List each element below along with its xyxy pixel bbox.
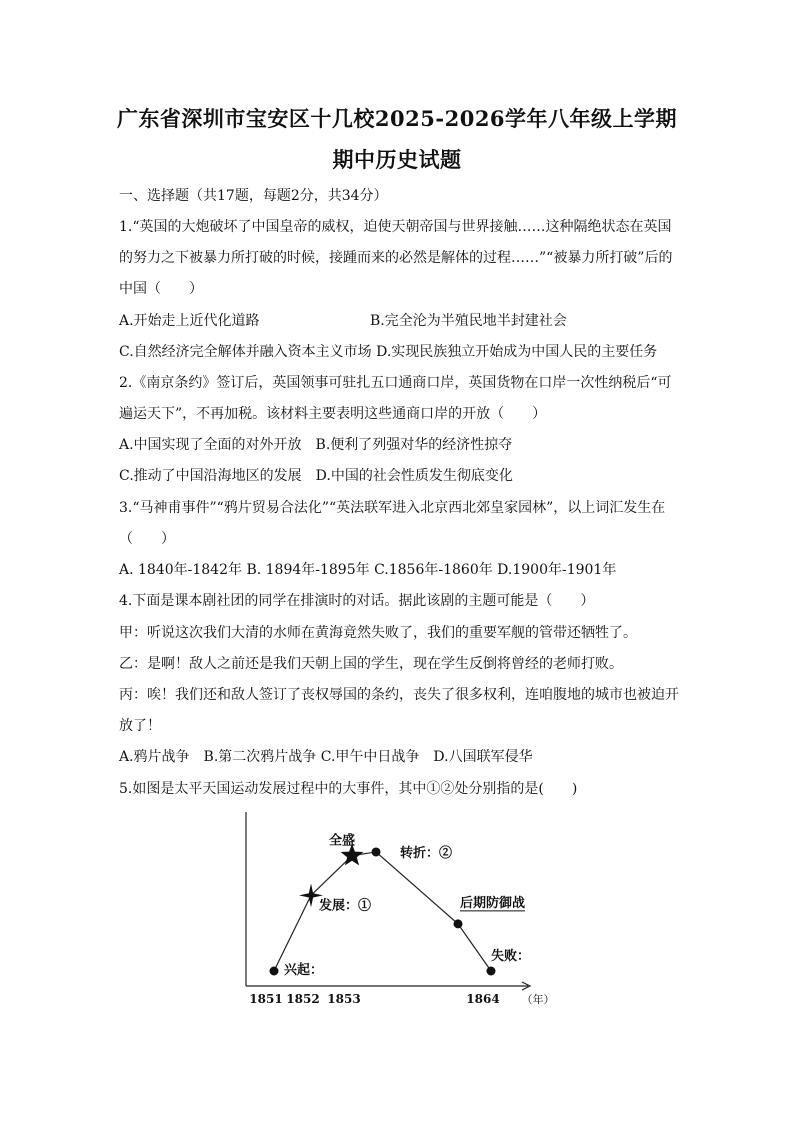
x-tick-label-1852: 1852 bbox=[286, 992, 320, 1006]
stage-dot-3 bbox=[372, 847, 381, 856]
q1-stem-line3: 中国（ ） bbox=[119, 281, 203, 297]
x-tick-label-1853: 1853 bbox=[327, 992, 361, 1006]
exam-title-line1: 广东省深圳市宝安区十几校2025-2026学年八年级上学期 bbox=[116, 106, 678, 131]
stage-label-1: 发展：① bbox=[319, 898, 372, 914]
x-axis-unit: （年） bbox=[521, 993, 555, 1006]
q4-options: A.鸦片战争 B.第二次鸦片战争 C.甲午中日战争 D.八国联军侵华 bbox=[119, 749, 533, 765]
stage-label-0: 兴起： bbox=[284, 963, 324, 978]
q4-stem: 4.下面是课本剧社团的同学在排演时的对话。据此该剧的主题可能是（ ） bbox=[119, 593, 595, 609]
q1-stem-line1: 1.“英国的大炮破坏了中国皇帝的威权，迫使天朝帝国与世界接触……这种隔绝状态在英国 bbox=[119, 219, 672, 235]
exam-title-line2: 期中历史试题 bbox=[332, 147, 462, 172]
q5-stem: 5.如图是太平天国运动发展过程中的大事件，其中①②处分别指的是( ) bbox=[119, 781, 578, 797]
stage-dot-0 bbox=[270, 967, 279, 976]
q1-options-cd: C.自然经济完全解体并融入资本主义市场 D.实现民族独立开始成为中国人民的主要任务 bbox=[119, 344, 658, 360]
stage-label-2: 全盛 bbox=[328, 833, 356, 849]
stage-label-4: 后期防御战 bbox=[460, 895, 526, 911]
q2-options-cd: C.推动了中国沿海地区的发展 D.中国的社会性质发生彻底变化 bbox=[119, 468, 513, 484]
q1-stem-line2: 的努力之下被暴力所打破的时候，接踵而来的必然是解体的过程……”“被暴力所打破”后的 bbox=[119, 250, 673, 266]
stage-dot-5 bbox=[487, 967, 496, 976]
q2-stem-line1: 2.《南京条约》签订后，英国领事可驻扎五口通商口岸，英国货物在口岸一次性纳税后“可 bbox=[119, 375, 672, 391]
stage-dot-4 bbox=[454, 919, 463, 928]
q1-option-a: A.开始走上近代化道路 bbox=[119, 313, 260, 329]
taiping-timeline-chart bbox=[230, 800, 570, 1015]
q3-stem-line1: 3.“马神甫事件”“鸦片贸易合法化”“英法联军进入北京西北郊皇家园林”，以上词汇发生在 bbox=[119, 500, 666, 516]
stage-label-3: 转折：② bbox=[400, 845, 453, 861]
q4-dialogue-jia: 甲：听说这次我们大清的水师在黄海竟然失败了，我们的重要军舰的管带还牺牲了。 bbox=[119, 625, 637, 641]
section-header: 一、选择题（共17题，每题2分，共34分） bbox=[119, 188, 388, 204]
q4-dialogue-bing-line2: 放了！ bbox=[119, 718, 161, 734]
q2-stem-line2: 遍运天下”，不再加税。该材料主要表明这些通商口岸的开放（ ） bbox=[119, 406, 547, 422]
q3-options: A. 1840年-1842年 B. 1894年-1895年 C.1856年-1860年 D.1900年-1901年 bbox=[119, 562, 617, 578]
q4-dialogue-bing-line1: 丙：唉！我们还和敌人签订了丧权辱国的条约，丧失了很多权利，连咱腹地的城市也被迫开 bbox=[119, 687, 679, 703]
q2-options-ab: A.中国实现了全面的对外开放 B.便利了列强对华的经济性掠夺 bbox=[119, 437, 513, 453]
stage-label-5: 失败： bbox=[491, 949, 531, 964]
timeline-line bbox=[274, 852, 491, 971]
q3-stem-line2: （ ） bbox=[119, 531, 175, 547]
x-tick-label-1864: 1864 bbox=[466, 992, 500, 1006]
x-tick-label-1851: 1851 bbox=[249, 992, 283, 1006]
q4-dialogue-yi: 乙：是啊！敌人之前还是我们天朝上国的学生，现在学生反倒将曾经的老师打败。 bbox=[119, 656, 623, 672]
q1-option-b: B.完全沦为半殖民地半封建社会 bbox=[370, 313, 567, 329]
